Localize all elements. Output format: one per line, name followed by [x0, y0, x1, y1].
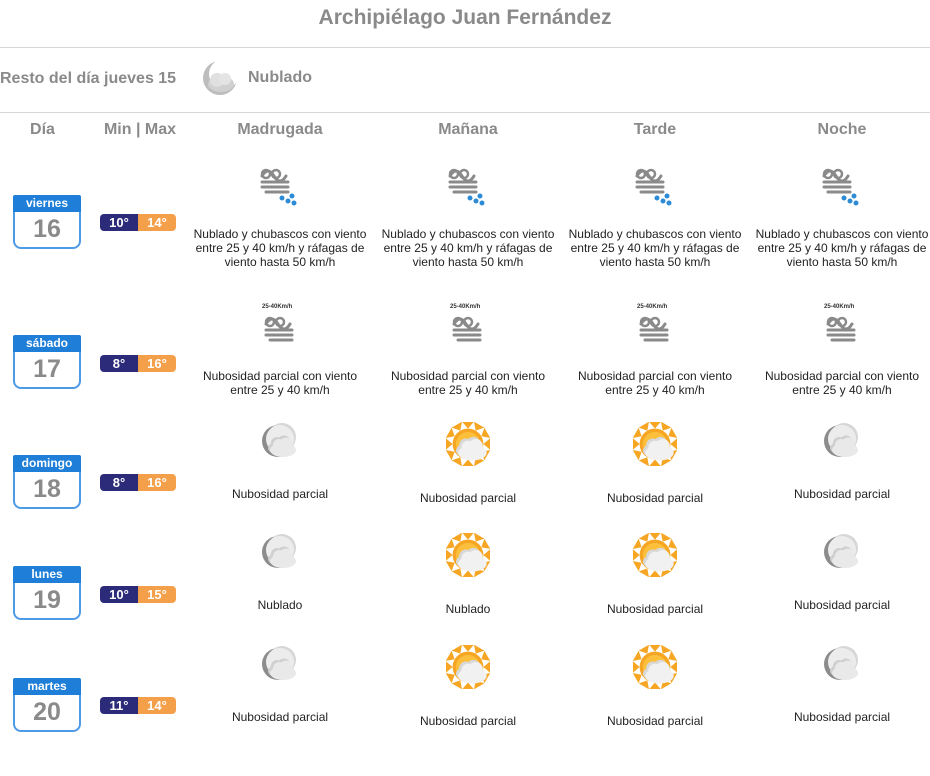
forecast-cell: [380, 645, 556, 728]
forecast-cell: [567, 302, 743, 397]
forecast-cell: [192, 645, 368, 724]
forecast-cell: [192, 422, 368, 501]
day-badge-sábado: [13, 335, 81, 389]
sun-cloud-icon: [380, 422, 556, 471]
temp-min: 11°: [100, 697, 138, 714]
day-badge-lunes: [13, 566, 81, 620]
forecast-cell: [380, 533, 556, 616]
today-label: Resto del día jueves 15: [0, 70, 177, 87]
svg-text:25-40Km/h: 25-40Km/h: [262, 304, 293, 310]
moon-cloud-icon: [754, 533, 930, 578]
sun-cloud-icon: [567, 422, 743, 471]
forecast-cell: [380, 422, 556, 505]
temp-max: 14°: [138, 697, 176, 714]
forecast-description: Nubosidad parcial: [793, 710, 891, 724]
temperature-range: [100, 697, 176, 714]
temperature-range: [100, 214, 176, 231]
day-name: sábado: [13, 335, 81, 352]
day-number: 17: [13, 352, 81, 389]
forecast-description: Nubosidad parcial: [606, 491, 704, 505]
wind-icon: [380, 302, 556, 351]
forecast-cell: [754, 422, 930, 501]
forecast-description: Nublado y chubascos con viento entre 25 y 40 km/h y ráfagas de viento hasta 50 km/h: [381, 227, 555, 269]
header-minmax: Min | Max: [103, 121, 177, 138]
forecast-description: Nublado y chubascos con viento entre 25 y 40 km/h y ráfagas de viento hasta 50 km/h: [193, 227, 367, 269]
sun-cloud-icon: [567, 533, 743, 582]
forecast-description: Nubosidad parcial con viento entre 25 y 40 km/h: [577, 369, 733, 397]
temp-min: 8°: [100, 355, 138, 372]
header-manana: Mañana: [438, 121, 498, 138]
moon-cloud-icon: [754, 422, 930, 467]
forecast-cell: [567, 422, 743, 505]
forecast-cell: [754, 645, 930, 724]
divider: [0, 47, 930, 48]
wind-icon: [192, 302, 368, 351]
wind-icon: [754, 302, 930, 351]
forecast-description: Nubosidad parcial: [231, 487, 329, 501]
divider: [0, 112, 930, 113]
header-madrugada: Madrugada: [237, 121, 323, 138]
temp-max: 16°: [138, 355, 176, 372]
day-name: viernes: [13, 195, 81, 212]
temp-min: 10°: [100, 586, 138, 603]
forecast-description: Nubosidad parcial con viento entre 25 y 40 km/h: [390, 369, 546, 397]
svg-text:25-40Km/h: 25-40Km/h: [824, 304, 855, 310]
forecast-cell: [754, 162, 930, 269]
temp-min: 8°: [100, 474, 138, 491]
temperature-range: [100, 474, 176, 491]
forecast-description: Nublado y chubascos con viento entre 25 y 40 km/h y ráfagas de viento hasta 50 km/h: [568, 227, 742, 269]
day-name: martes: [13, 678, 81, 695]
forecast-description: Nubosidad parcial: [793, 487, 891, 501]
svg-text:25-40Km/h: 25-40Km/h: [637, 304, 668, 310]
forecast-cell: [192, 162, 368, 269]
sun-cloud-icon: [380, 645, 556, 694]
forecast-description: Nublado: [257, 598, 303, 612]
day-name: lunes: [13, 566, 81, 583]
forecast-description: Nubosidad parcial: [606, 714, 704, 728]
day-badge-domingo: [13, 455, 81, 509]
forecast-cell: [567, 162, 743, 269]
wind-showers-icon: [567, 162, 743, 213]
forecast-cell: [380, 162, 556, 269]
day-badge-viernes: [13, 195, 81, 249]
moon-cloud-icon: [192, 422, 368, 467]
svg-text:25-40Km/h: 25-40Km/h: [450, 304, 481, 310]
day-name: domingo: [13, 455, 81, 472]
forecast-cell: [192, 533, 368, 612]
forecast-description: Nubosidad parcial: [419, 491, 517, 505]
today-summary: [0, 60, 930, 98]
forecast-description: Nubosidad parcial: [419, 714, 517, 728]
forecast-description: Nubosidad parcial: [606, 602, 704, 616]
forecast-cell: [192, 302, 368, 397]
header-day: Día: [30, 121, 55, 138]
header-tarde: Tarde: [633, 121, 677, 138]
sun-cloud-icon: [567, 645, 743, 694]
wind-showers-icon: [754, 162, 930, 213]
forecast-description: Nublado: [445, 602, 491, 616]
day-number: 18: [13, 472, 81, 509]
forecast-cell: [567, 645, 743, 728]
cloudy-night-icon: [200, 60, 240, 103]
forecast-cell: [754, 533, 930, 612]
forecast-description: Nubosidad parcial con viento entre 25 y 40 km/h: [764, 369, 920, 397]
day-badge-martes: [13, 678, 81, 732]
temp-min: 10°: [100, 214, 138, 231]
moon-cloud-icon: [754, 645, 930, 690]
today-condition: Nublado: [248, 69, 312, 86]
day-number: 16: [13, 212, 81, 249]
forecast-description: Nubosidad parcial: [231, 710, 329, 724]
forecast-cell: [754, 302, 930, 397]
header-noche: Noche: [817, 121, 867, 138]
temp-max: 14°: [138, 214, 176, 231]
temperature-range: [100, 355, 176, 372]
page-title: Archipiélago Juan Fernández: [318, 6, 612, 29]
forecast-description: Nubosidad parcial: [793, 598, 891, 612]
temperature-range: [100, 586, 176, 603]
sun-cloudy-icon: [380, 533, 556, 582]
day-number: 20: [13, 695, 81, 732]
moon-cloud-icon: [192, 645, 368, 690]
wind-showers-icon: [192, 162, 368, 213]
day-number: 19: [13, 583, 81, 620]
wind-showers-icon: [380, 162, 556, 213]
forecast-description: Nublado y chubascos con viento entre 25 y 40 km/h y ráfagas de viento hasta 50 km/h: [755, 227, 929, 269]
forecast-description: Nubosidad parcial con viento entre 25 y 40 km/h: [202, 369, 358, 397]
wind-icon: [567, 302, 743, 351]
temp-max: 16°: [138, 474, 176, 491]
forecast-cell: [380, 302, 556, 397]
temp-max: 15°: [138, 586, 176, 603]
moon-cloudy-icon: [192, 533, 368, 578]
forecast-cell: [567, 533, 743, 616]
